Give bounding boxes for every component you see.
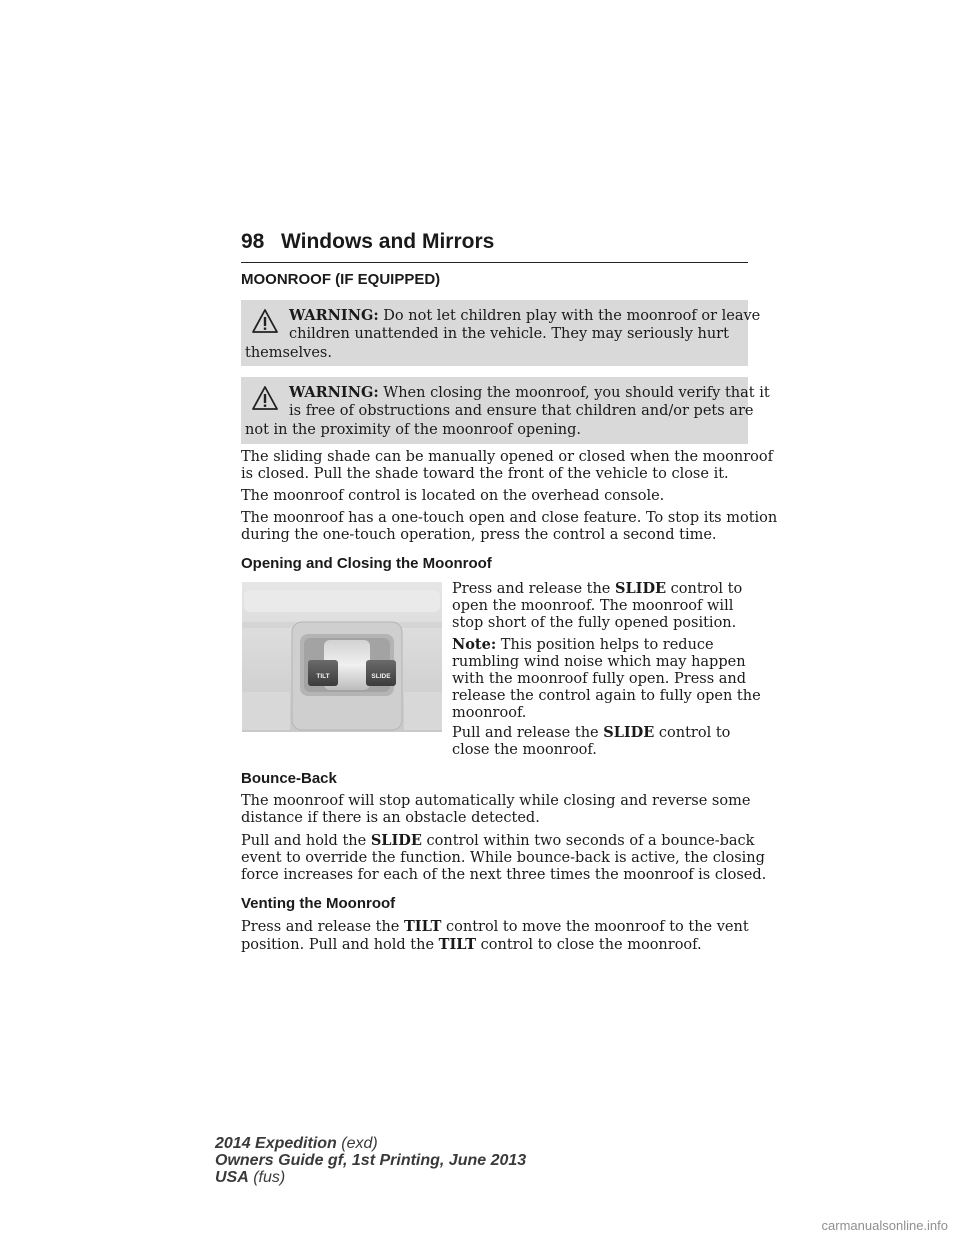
- text-line: [452, 580, 752, 598]
- opening-paragraph-2: [452, 724, 752, 759]
- text-line: close the moonroof.: [452, 742, 597, 758]
- text-line: stop short of the fully opened position.: [452, 615, 737, 631]
- heading-opening-closing: Opening and Closing the Moonroof: [241, 555, 492, 572]
- warning-line-2: is free of obstructions and ensure that children and/or pets are: [289, 403, 754, 419]
- text-line: open the moonroof. The moonroof will: [452, 598, 734, 614]
- footer-printing: Owners Guide gf, 1st Printing, June 2013: [215, 1152, 527, 1169]
- text-line: is closed. Pull the shade toward the front of the vehicle to close it.: [241, 466, 729, 482]
- text-line: [452, 724, 752, 742]
- text-span: Pull and release the: [452, 725, 604, 741]
- text-line: rumbling wind noise which may happen: [452, 654, 746, 670]
- overhead-console-figure: [242, 582, 442, 732]
- text-line: with the moonroof fully open. Press and: [452, 671, 747, 687]
- bounce-back-paragraph-2: [241, 832, 767, 884]
- warning-text: Do not let children play with the moonroof or leave: [383, 308, 761, 324]
- text-line: [241, 832, 755, 850]
- text-line: release the control again to fully open the: [452, 688, 761, 704]
- text-span: control within two seconds of a bounce-back: [421, 833, 755, 849]
- text-line: force increases for each of the next three times the moonroof is closed.: [241, 867, 767, 883]
- warning-label: WARNING:: [289, 307, 379, 324]
- chapter-title: Windows and Mirrors: [281, 230, 495, 253]
- text-line: [452, 636, 752, 654]
- paragraph-shade: [241, 449, 773, 483]
- keyword-slide: SLIDE: [603, 724, 655, 741]
- text-span: control to close the moonroof.: [476, 937, 702, 953]
- text-line: during the one-touch operation, press the control a second time.: [241, 527, 717, 543]
- bounce-back-paragraph-1: [241, 793, 751, 827]
- text-span: Pull and hold the: [241, 833, 371, 849]
- footer-market-code: (fus): [248, 1169, 286, 1186]
- opening-note: [452, 636, 761, 722]
- text-span: control to: [666, 581, 743, 597]
- text-line: The moonroof has a one-touch open and close feature. To stop its motion: [241, 510, 778, 526]
- warning-triangle-icon: [251, 308, 279, 334]
- text-span: This position helps to reduce: [496, 637, 714, 653]
- text-span: Press and release the: [452, 581, 615, 597]
- text-span: control to: [654, 725, 731, 741]
- warning-line-1: [289, 306, 760, 326]
- warning-line-2: children unattended in the vehicle. They may seriously hurt: [289, 326, 729, 342]
- tilt-button-label: TILT: [316, 673, 330, 680]
- heading-bounce-back: Bounce-Back: [241, 770, 337, 787]
- text-line: [241, 918, 751, 936]
- text-span: control to move the moonroof to the vent: [441, 919, 749, 935]
- venting-paragraph: [241, 918, 751, 954]
- keyword-slide: SLIDE: [370, 832, 422, 849]
- warning-label: WARNING:: [289, 384, 379, 401]
- footer-model: 2014 Expedition: [215, 1135, 337, 1152]
- paragraph-one-touch: [241, 510, 778, 544]
- page-number: 98: [241, 230, 265, 253]
- text-line: moonroof.: [452, 705, 527, 721]
- warning-triangle-icon: [251, 385, 279, 411]
- slide-button-label: SLIDE: [371, 673, 391, 680]
- text-span: position. Pull and hold the: [241, 937, 439, 953]
- warning-line-3: not in the proximity of the moonroof opening.: [245, 422, 581, 438]
- text-span: Press and release the: [241, 919, 404, 935]
- heading-venting: Venting the Moonroof: [241, 895, 396, 912]
- text-line: [241, 936, 751, 954]
- section-title: MOONROOF (IF EQUIPPED): [241, 271, 441, 288]
- document-footer: [215, 1135, 526, 1186]
- warning-box-1: [241, 300, 761, 366]
- footer-code: (exd): [336, 1135, 378, 1152]
- text-line: The moonroof will stop automatically while closing and reverse some: [241, 793, 751, 809]
- text-line: The moonroof control is located on the overhead console.: [241, 488, 665, 504]
- text-line: event to override the function. While bounce-back is active, the closing: [241, 850, 765, 866]
- note-label: Note:: [452, 636, 497, 653]
- footer-line-3: [215, 1169, 526, 1186]
- keyword-slide: SLIDE: [615, 580, 667, 597]
- watermark: carmanualsonline.info: [821, 1218, 948, 1233]
- warning-line-3: themselves.: [245, 345, 332, 361]
- text-line: distance if there is an obstacle detected.: [241, 810, 540, 826]
- text-line: The sliding shade can be manually opened or closed when the moonroof: [241, 449, 773, 465]
- warning-box-2: [241, 377, 770, 444]
- keyword-tilt: TILT: [404, 918, 442, 935]
- opening-paragraph-1: [452, 580, 752, 632]
- warning-line-1: [289, 383, 770, 403]
- warning-text: When closing the moonroof, you should verify that it: [383, 385, 770, 401]
- page-header: [241, 230, 748, 263]
- keyword-tilt: TILT: [438, 936, 477, 953]
- paragraph-control-location: [241, 488, 751, 505]
- footer-line-1: [215, 1135, 526, 1152]
- footer-market: USA: [215, 1169, 249, 1186]
- footer-line-2: [215, 1152, 526, 1169]
